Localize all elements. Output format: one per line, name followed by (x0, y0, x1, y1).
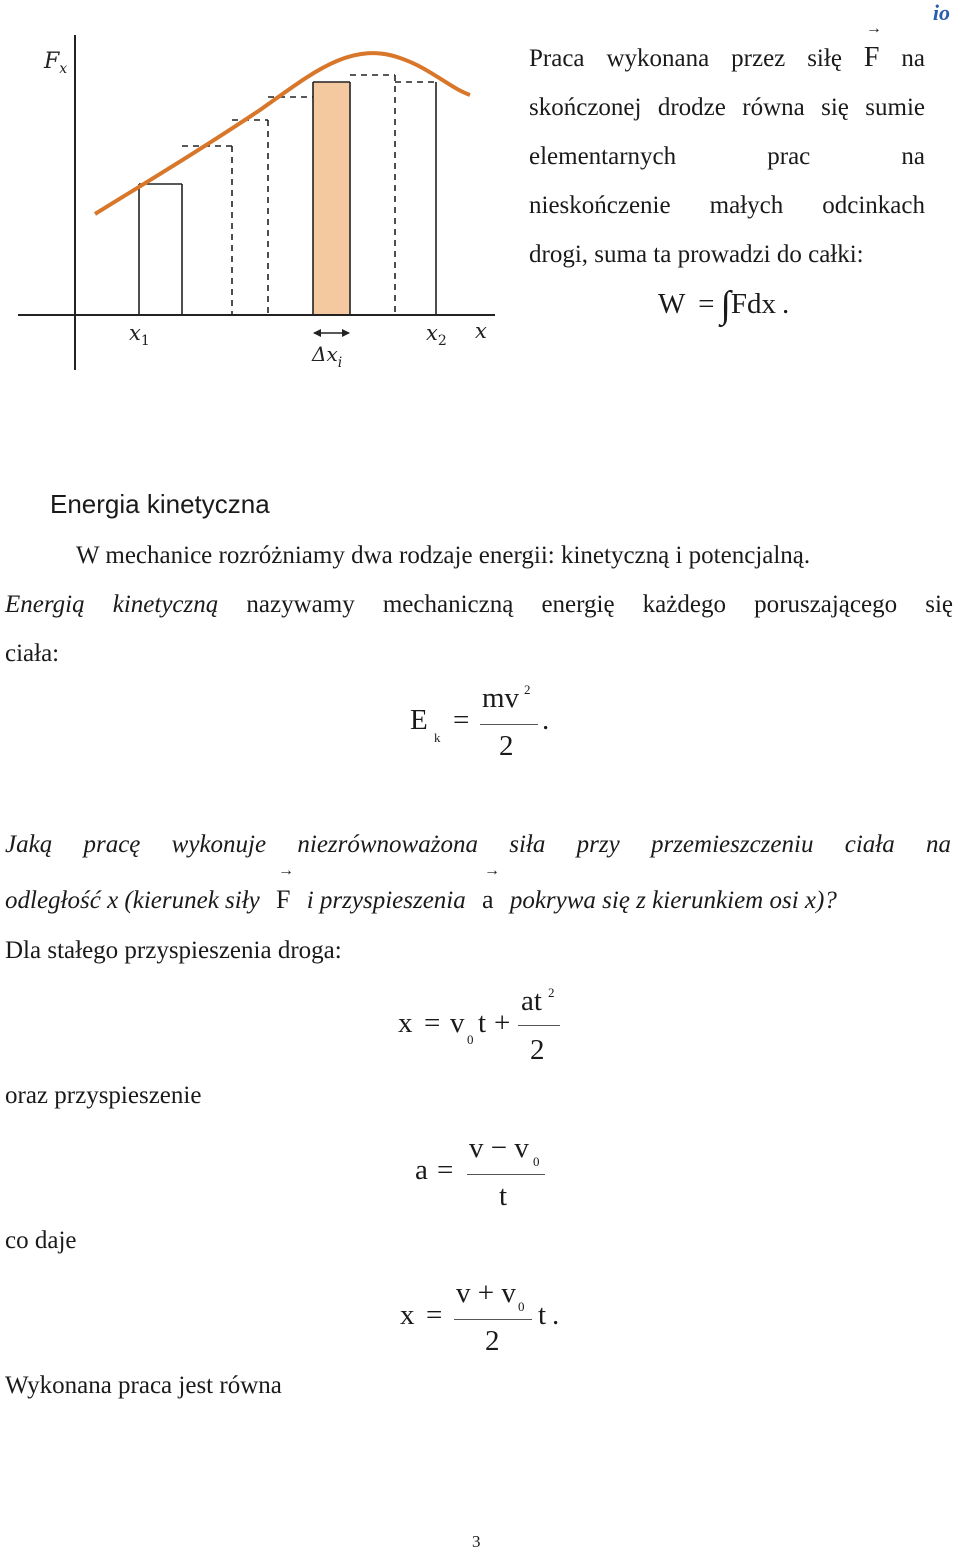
riemann-bars (139, 75, 436, 315)
x-axis-label: x (475, 319, 487, 343)
work-done-text: Wykonana praca jest równa (5, 1372, 282, 1399)
intro-paragraph (529, 20, 926, 279)
page-number: 3 (472, 1532, 481, 1551)
question-line-2: odległość x (kierunek siły → F i przyspieszenia → a pokrywa się z kierunkiem osi x)? (5, 875, 955, 925)
acceleration-vector: → a (482, 862, 501, 914)
kinetic-definition-line-2: ciała: (5, 640, 60, 667)
force-vector: → F (863, 20, 882, 73)
average-velocity-formula: x = v + v 0 2 t . (400, 1277, 560, 1357)
logo-mark: io (932, 0, 950, 25)
force-vector-2: → F (276, 862, 295, 914)
question-line-1: Jaką pracę wykonuje niezrównoważona siła przy przemieszczeniu ciała na (5, 831, 951, 858)
work-formula: W = ∫Fdx . (658, 284, 790, 326)
result-text: co daje (5, 1227, 77, 1254)
kinetic-energy-formula: E k = mv 2 2 . (410, 682, 550, 762)
work-integral-figure (0, 0, 520, 400)
force-curve (95, 53, 470, 214)
integral-sign: ∫ (720, 284, 731, 326)
x2-label: $x_2$ (426, 321, 447, 349)
intro-line-2: skończonej drodze równa się sumie (529, 94, 925, 121)
kinetic-paragraph-1: W mechanice rozróżniamy dwa rodzaje energii: kinetyczną i potencjalną. (76, 542, 811, 569)
highlighted-strip (313, 82, 350, 314)
acceleration-formula: a = v − v 0 t (415, 1130, 615, 1220)
intro-line-1: Praca wykonana przez siłę → F na (529, 33, 925, 83)
intro-line-3: elementarnych prac na (529, 143, 925, 170)
kinetic-definition: Energią kinetyczną nazywamy mechaniczną energię każdego poruszającego się (5, 591, 954, 618)
delta-x-label: $\Delta x_i$ (312, 342, 343, 371)
y-axis-label: $F_x$ (44, 49, 68, 77)
intro-line-4: nieskończenie małych odcinkach (529, 192, 925, 219)
displacement-formula: x = v 0 t + at 2 2 (398, 982, 598, 1072)
acceleration-text: oraz przyspieszenie (5, 1082, 202, 1109)
section-heading: Energia kinetyczna (50, 489, 270, 519)
intro-line-5: drogi, suma ta prowadzi do całki: (529, 241, 864, 268)
x1-label: $x_1$ (129, 321, 150, 349)
constant-acceleration-text: Dla stałego przyspieszenia droga: (5, 937, 342, 964)
